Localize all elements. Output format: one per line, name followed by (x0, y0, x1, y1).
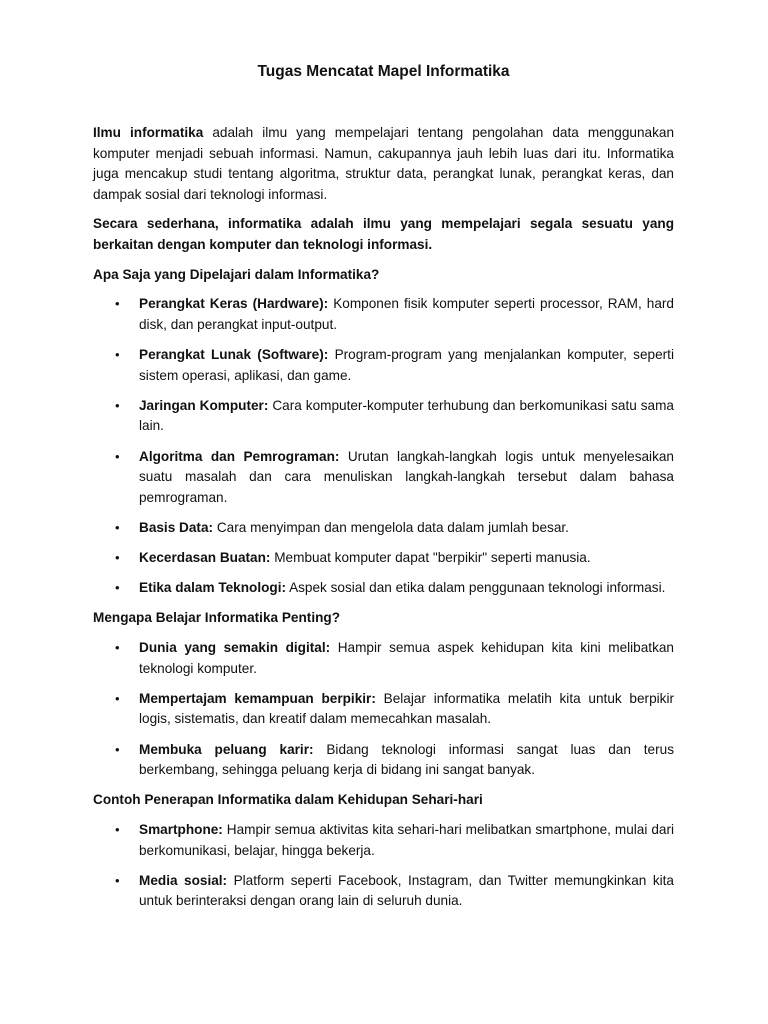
list-item-text: Program-program yang menjalankan komputer, seperti sistem operasi, aplikasi, dan game. (139, 346, 674, 383)
list-item-text: Cara menyimpan dan mengelola data dalam jumlah besar. (213, 519, 569, 535)
list-item-text: Cara komputer-komputer terhubung dan berkomunikasi satu sama lain. (139, 397, 674, 434)
list-item (93, 447, 674, 509)
bullet-icon: • (115, 550, 120, 566)
section-examples (93, 790, 674, 912)
section-importance (93, 608, 674, 780)
list-item-term: Kecerdasan Buatan: (139, 550, 271, 566)
list-item (93, 345, 674, 386)
list-item-text: Hampir semua aktivitas kita sehari-hari melibatkan smartphone, mulai dari berkomunikasi, belajar, hingga bekerja. (139, 821, 674, 858)
section-heading: Mengapa Belajar Informatika Penting? (93, 610, 341, 626)
list-item-term: Perangkat Lunak (Software): (139, 346, 329, 362)
list-item-term: Etika dalam Teknologi: (139, 580, 287, 596)
list-item-text: Aspek sosial dan etika dalam penggunaan teknologi informasi. (286, 580, 666, 596)
bullet-list (93, 638, 674, 781)
section-heading: Contoh Penerapan Informatika dalam Kehidupan Sehari-hari (93, 792, 483, 808)
bullet-list (93, 294, 674, 599)
intro-paragraph (93, 123, 674, 205)
bullet-list (93, 820, 674, 912)
list-item-text: Komponen fisik komputer seperti processor, RAM, hard disk, dan perangkat input-output. (139, 296, 674, 332)
bullet-icon: • (115, 741, 120, 757)
list-item-term: Smartphone: (139, 821, 223, 837)
list-item-term: Dunia yang semakin digital: (139, 640, 331, 656)
list-item (93, 820, 674, 861)
list-item-term: Membuka peluang karir: (139, 741, 314, 757)
list-item-text: Belajar informatika melatih kita untuk berpikir logis, sistematis, dan kreatif dalam memecahkan masalah. (139, 690, 675, 727)
list-item (93, 578, 674, 599)
list-item-text: Platform seperti Facebook, Instagram, dan Twitter memungkinkan kita untuk berinteraksi dengan orang lain di seluruh dunia. (139, 872, 674, 909)
intro-text: adalah ilmu yang mempelajari tentang pengolahan data menggunakan komputer menjadi sebuah informasi. Namun, cakupannya jauh lebih luas dari itu. Informatika juga mencakup studi tentang algoritma, struktur data, perangkat lunak, perangkat keras, dan dampak sosial dari teknologi informasi. (93, 125, 674, 202)
list-item-term: Algoritma dan Pemrograman: (139, 448, 340, 464)
list-item (93, 294, 674, 335)
list-item-term: Basis Data: (139, 519, 214, 535)
bullet-icon: • (115, 872, 120, 888)
bullet-icon: • (115, 690, 120, 706)
bullet-icon: • (115, 821, 120, 837)
summary-paragraph: Secara sederhana, informatika adalah ilmu yang mempelajari segala sesuatu yang berkaitan dengan komputer dan teknologi informasi. (93, 216, 674, 252)
list-item-term: Mempertajam kemampuan berpikir: (139, 690, 376, 706)
list-item-term: Jaringan Komputer: (139, 397, 269, 413)
list-item (93, 689, 674, 730)
bullet-icon: • (115, 346, 120, 362)
bullet-icon: • (115, 397, 120, 413)
list-item (93, 638, 674, 679)
list-item-term: Perangkat Keras (Hardware): (139, 296, 329, 312)
list-item (93, 518, 674, 539)
list-item-text: Hampir semua aspek kehidupan kita kini melibatkan teknologi komputer. (139, 640, 674, 676)
list-item-text: Bidang teknologi informasi sangat luas dan terus berkembang, sehingga peluang kerja di bidang ini sangat banyak. (139, 741, 674, 778)
list-item-text: Urutan langkah-langkah logis untuk menyelesaikan suatu masalah dan cara menuliskan langkah-langkah tersebut dalam bahasa pemrograman. (139, 448, 674, 505)
list-item-text: Membuat komputer dapat "berpikir" seperti manusia. (270, 550, 591, 566)
list-item (93, 871, 674, 912)
intro-term: Ilmu informatika (93, 125, 204, 140)
bullet-icon: • (115, 640, 120, 656)
bullet-icon: • (115, 296, 120, 312)
list-item (93, 548, 674, 569)
bullet-icon: • (115, 519, 120, 535)
list-item-term: Media sosial: (139, 872, 228, 888)
bullet-icon: • (115, 580, 120, 596)
list-item (93, 396, 674, 437)
section-topics (93, 265, 674, 599)
document-title: Tugas Mencatat Mapel Informatika (257, 63, 510, 80)
list-item (93, 740, 674, 781)
section-heading: Apa Saja yang Dipelajari dalam Informatika? (93, 266, 380, 282)
bullet-icon: • (115, 448, 120, 464)
